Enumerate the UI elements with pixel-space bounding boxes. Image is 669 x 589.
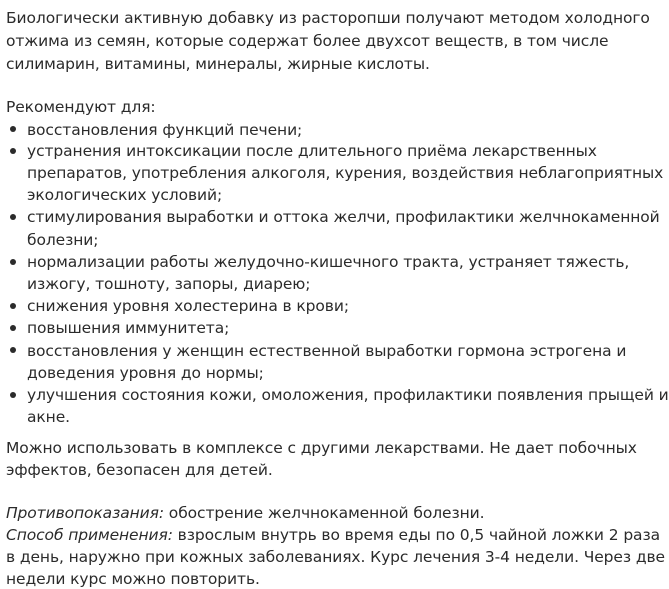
list-item: восстановления у женщин естественной выработки гормона эстрогена и [27,341,627,360]
method-line [6,525,660,545]
method-label: Способ применения: [6,525,173,544]
list-item: повышения иммунитета; [27,319,230,338]
method-line: в день, наружно при кожных заболеваниях. Курс лечения 3-4 недели. Через две [6,548,665,567]
bullet-marker [10,325,16,331]
list-item-continuation: экологических условий; [27,186,223,205]
intro-line: силимарин, витамины, минералы, жирные кислоты. [6,55,430,74]
recommend-heading: Рекомендуют для: [6,97,156,116]
bullet-marker [10,214,16,220]
list-item: снижения уровня холестерина в крови; [27,297,349,316]
method-line: недели курс можно повторить. [6,570,260,589]
usage-note-line: эффектов, безопасен для детей. [6,461,273,480]
intro-line: отжима из семян, которые содержат более двухсот веществ, в том числе [6,31,609,50]
contraindications-label: Противопоказания: [6,503,164,522]
list-item: стимулирования выработки и оттока желчи, профилактики желчнокаменной [27,208,660,227]
method-text: взрослым внутрь во время еды по 0,5 чайной ложки 2 раза [172,525,660,544]
list-item-continuation: препаратов, употребления алкоголя, курения, воздействия неблагоприятных [27,164,664,183]
bullet-marker [10,392,16,398]
list-item: улучшения состояния кожи, омоложения, профилактики появления прыщей и [27,386,669,405]
list-item-continuation: акне. [27,408,70,427]
intro-line: Биологически активную добавку из расторопши получают методом холодного [6,8,650,27]
list-item: нормализации работы желудочно-кишечного тракта, устраняет тяжесть, [27,252,630,271]
list-item-continuation: болезни; [27,230,99,249]
list-item: устранения интоксикации после длительного приёма лекарственных [27,141,597,160]
bullet-marker [10,148,16,154]
contraindications [6,503,580,523]
contraindications-text: обострение желчнокаменной болезни. [163,503,485,522]
list-item-continuation: изжогу, тошноту, запоры, диарею; [27,275,311,294]
list-item: восстановления функций печени; [27,120,303,139]
bullet-marker [10,347,16,353]
list-item-continuation: доведения уровня до нормы; [27,363,264,382]
bullet-marker [10,303,16,309]
usage-note-line: Можно использовать в комплексе с другими лекарствами. Не дает побочных [6,439,637,458]
bullet-marker [10,259,16,265]
bullet-marker [10,126,16,132]
